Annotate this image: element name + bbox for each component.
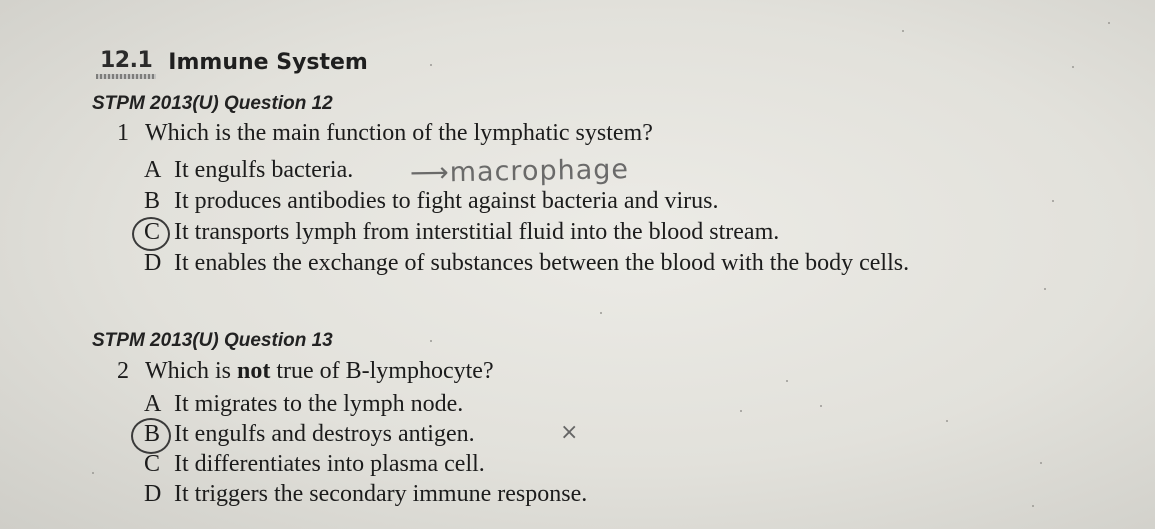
speck: [1052, 200, 1054, 202]
speck: [740, 410, 742, 412]
option-letter: A: [144, 157, 162, 183]
option-text: It transports lymph from interstitial fluid into the blood stream.: [174, 219, 780, 245]
speck: [1072, 66, 1074, 68]
option-letter: B: [144, 188, 161, 214]
question-stem: [117, 358, 494, 385]
speck: [600, 312, 602, 314]
option-letter: B: [144, 421, 161, 447]
speck: [946, 420, 948, 422]
speck: [786, 380, 788, 382]
question-text: true of B-lymphocyte?: [276, 358, 494, 384]
cross-mark: ×: [560, 420, 579, 445]
option-text: It triggers the secondary immune response.: [174, 481, 588, 507]
annotation-text: macrophage: [449, 154, 630, 189]
option-letter: D: [144, 250, 162, 276]
section-header: [96, 46, 368, 79]
question-text: Which is the main function of the lymphatic system?: [145, 120, 653, 146]
option-row: [144, 451, 485, 478]
question-number: 2: [117, 358, 129, 384]
speck: [1108, 22, 1110, 24]
option-text: It produces antibodies to fight against bacteria and virus.: [174, 188, 719, 214]
option-text: It differentiates into plasma cell.: [174, 451, 485, 477]
handwritten-annotation: [410, 154, 629, 189]
question-emphasis: not: [236, 358, 271, 384]
section-title: Immune System: [168, 50, 368, 75]
option-letter: C: [144, 219, 161, 245]
answer-circle: [131, 418, 171, 454]
option-row: [144, 157, 353, 184]
option-text: It migrates to the lymph node.: [174, 391, 464, 417]
option-letter: D: [144, 481, 162, 507]
question-source: STPM 2013(U) Question 13: [92, 330, 333, 351]
option-text: It engulfs bacteria.: [174, 157, 354, 183]
question-number: 1: [117, 120, 129, 146]
question-stem: [117, 120, 653, 147]
option-row: [144, 391, 463, 418]
option-row: [144, 188, 719, 215]
option-row: [144, 250, 909, 277]
speck: [430, 64, 432, 66]
speck: [820, 405, 822, 407]
speck: [902, 30, 904, 32]
option-row: [144, 481, 587, 508]
question-source: STPM 2013(U) Question 12: [92, 93, 333, 114]
annotation-arrow: ⟶: [409, 157, 450, 189]
speck: [1040, 462, 1042, 464]
speck: [1032, 505, 1034, 507]
speck: [1044, 288, 1046, 290]
option-letter: A: [144, 391, 162, 417]
option-row: [144, 219, 779, 246]
speck: [430, 340, 432, 342]
option-letter: C: [144, 451, 161, 477]
option-row: [144, 421, 475, 448]
speck: [92, 472, 94, 474]
option-text: It enables the exchange of substances between the blood with the body cells.: [174, 250, 910, 276]
question-text: Which is: [145, 358, 231, 384]
answer-circle: [132, 217, 170, 251]
option-text: It engulfs and destroys antigen.: [174, 421, 475, 447]
section-number-badge: 12.1: [96, 46, 156, 79]
